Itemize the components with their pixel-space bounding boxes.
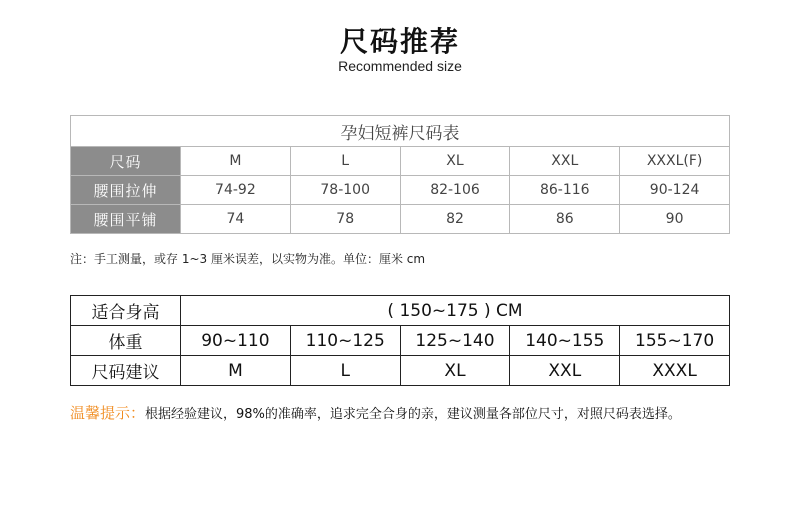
table-cell: 86 [510,205,620,234]
table-cell: 90~110 [181,326,291,356]
page-title: 尺码推荐 [339,25,460,58]
table-cell: 125~140 [400,326,510,356]
tip-label: 温馨提示： [70,404,146,422]
table-caption: 孕妇短裤尺码表 [71,116,730,147]
table-cell: 74-92 [181,176,291,205]
row-label-waist-stretch: 腰围拉伸 [71,176,181,205]
table-cell: XL [400,147,510,176]
table-caption-row [71,116,730,147]
page-subtitle: Recommended size [338,58,462,74]
table-cell: 155~170 [620,326,730,356]
table-row [71,356,730,386]
tip-line [70,402,681,423]
size-chart-table [70,115,730,234]
table-cell: XXL [510,356,620,386]
table-cell: L [290,147,400,176]
row-label-waist-flat: 腰围平铺 [71,205,181,234]
table-cell: 86-116 [510,176,620,205]
table-cell: M [181,147,291,176]
table-row [71,147,730,176]
row-label-size: 尺码 [71,147,181,176]
table-cell: 82-106 [400,176,510,205]
table-cell: XXL [510,147,620,176]
table-cell: 90 [620,205,730,234]
table-cell: XXXL [620,356,730,386]
table-row [71,176,730,205]
table-cell: XL [400,356,510,386]
row-label-height: 适合身高 [71,296,181,326]
table-row [71,296,730,326]
table-cell: L [290,356,400,386]
table-row [71,326,730,356]
size-recommendation-table [70,295,730,386]
measurement-note: 注：手工测量，或存 1~3 厘米误差，以实物为准。单位：厘米 cm [70,252,426,266]
table-cell: 78-100 [290,176,400,205]
row-label-weight: 体重 [71,326,181,356]
table-cell: 74 [181,205,291,234]
row-label-size-advice: 尺码建议 [71,356,181,386]
tip-text: 根据经验建议，98%的准确率，追求完全合身的亲，建议测量各部位尺寸，对照尺码表选择。 [145,407,681,422]
table-cell: 110~125 [290,326,400,356]
table-cell: 90-124 [620,176,730,205]
height-range-cell: ( 150~175 ) CM [181,296,730,326]
table-cell: 140~155 [510,326,620,356]
table-cell: M [181,356,291,386]
table-cell: XXXL(F) [620,147,730,176]
table-cell: 78 [290,205,400,234]
table-cell: 82 [400,205,510,234]
table-row [71,205,730,234]
